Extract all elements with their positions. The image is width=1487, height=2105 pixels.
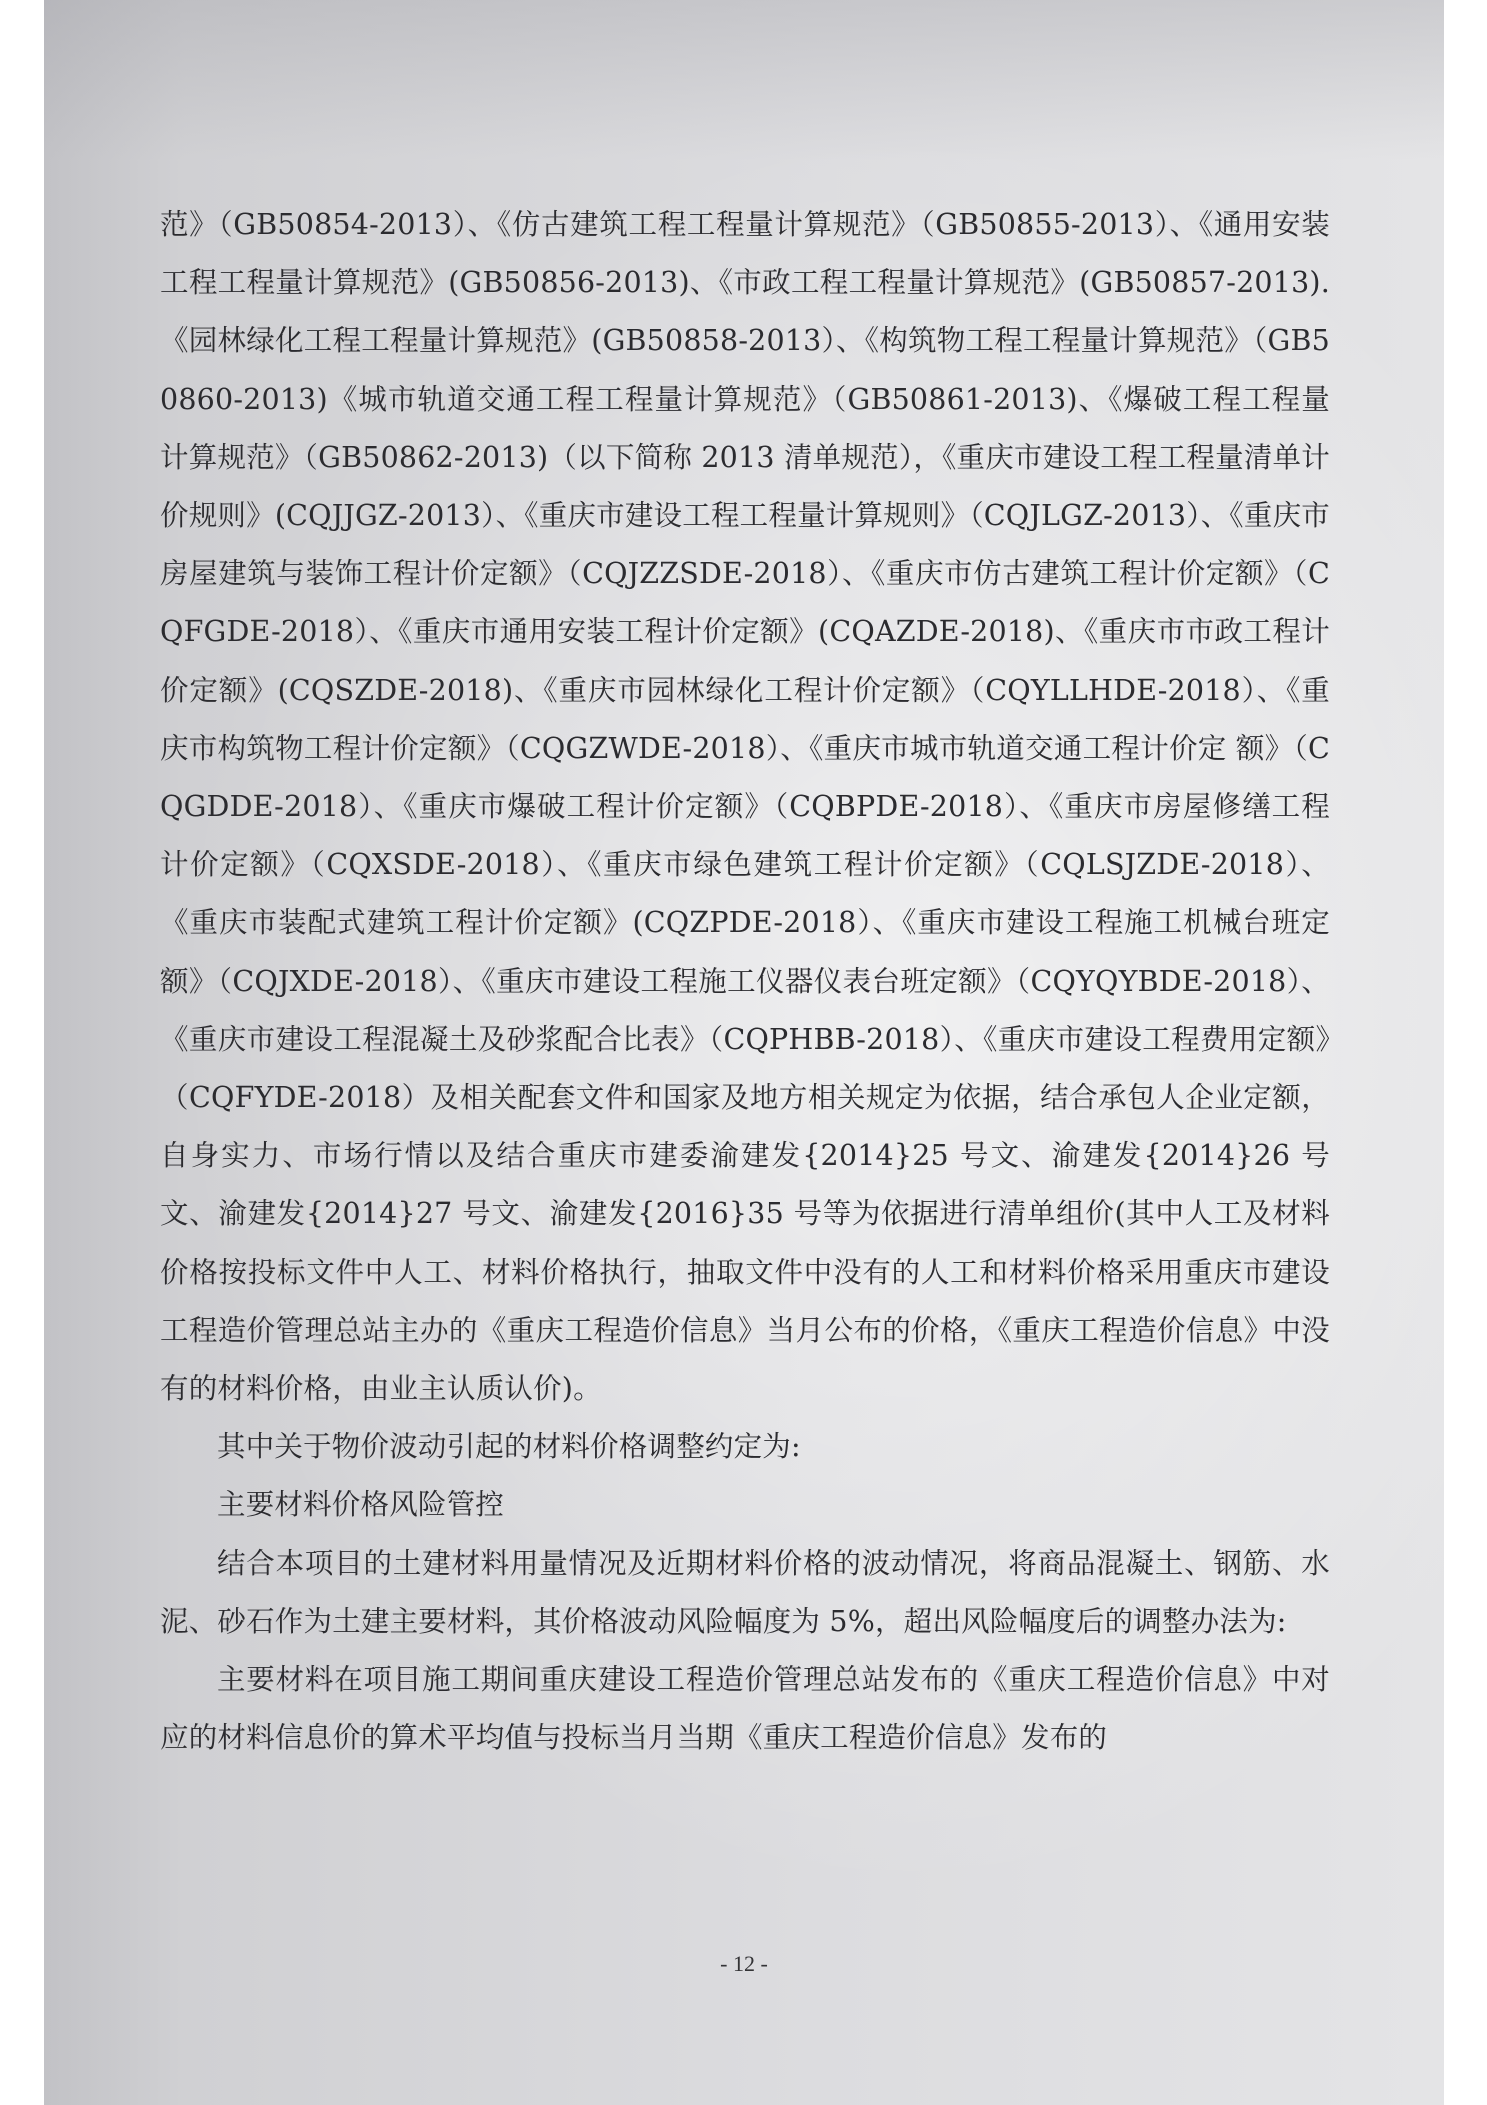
paragraph-info-price: 主要材料在项目施工期间重庆建设工程造价管理总站发布的《重庆工程造价信息》中对应的材料信息价的算术平均值与投标当月当期《重庆工程造价信息》发布的: [160, 1663, 1330, 1755]
paragraph-price-adjustment-intro: 其中关于物价波动引起的材料价格调整约定为:: [217, 1430, 801, 1464]
document-page: [44, 0, 1444, 2105]
paragraph-standards-list: 范》（GB50854-2013）、《仿古建筑工程工程量计算规范》（GB50855-2013）、《通用安装工程工程量计算规范》(GB50856-2013)、《市政工程工程量计算规范》(GB50857-2013).《园林绿化工程工程量计算规范》(GB50858-2013）、《构筑物工程工程量计算规范》（GB50860-2013)《城市轨道交通工程工程量计算规范》（GB50861-2013)、《爆破工程工程量计算规范》（GB50862-2013)（以下简称 2013 清单规范），《重庆市建设工程工程量清单计价规则》(CQJJGZ-2013）、《重庆市建设工程工程量计算规则》（CQJLGZ-2013）、《重庆市房屋建筑与装饰工程计价定额》（CQJZZSDE-2018）、《重庆市仿古建筑工程计价定额》（CQFGDE-2018）、《重庆市通用安装工程计价定额》(CQAZDE-2018)、《重庆市市政工程计价定额》(CQSZDE-2018)、《重庆市园林绿化工程计价定额》（CQYLLHDE-2018）、《重庆市构筑物工程计价定额》（CQGZWDE-2018）、《重庆市城市轨道交通工程计价定 额》（CQGDDE-2018）、《重庆市爆破工程计价定额》（CQBPDE-2018）、《重庆市房屋修缮工程计价定额》（CQXSDE-2018）、《重庆市绿色建筑工程计价定额》（CQLSJZDE-2018）、《重庆市装配式建筑工程计价定额》(CQZPDE-2018）、《重庆市建设工程施工机械台班定额》（CQJXDE-2018）、《重庆市建设工程施工仪器仪表台班定额》（CQYQYBDE-2018）、《重庆市建设工程混凝土及砂浆配合比表》（CQPHBB-2018）、《重庆市建设工程费用定额》（CQFYDE-2018）及相关配套文件和国家及地方相关规定为依据，结合承包人企业定额，自身实力、市场行情以及结合重庆市建委渝建发{2014}25 号文、渝建发{2014}26 号文、渝建发{2014}27 号文、渝建发{2016}35 号等为依据进行清单组价(其中人工及材料价格按投标文件中人工、材料价格执行，抽取文件中没有的人工和材料价格采用重庆市建设工程造价管理总站主办的《重庆工程造价信息》当月公布的价格，《重庆工程造价信息》中没有的材料价格，由业主认质认价)。: [160, 208, 1330, 1406]
paragraph-main-materials: 结合本项目的土建材料用量情况及近期材料价格的波动情况，将商品混凝土、钢筋、水泥、砂石作为土建主要材料，其价格波动风险幅度为 5%，超出风险幅度后的调整办法为:: [160, 1546, 1330, 1638]
paragraph-heading-material-risk: 主要材料价格风险管控: [217, 1488, 505, 1522]
document-body: [160, 196, 1330, 1767]
page-number: - 12 -: [720, 1951, 768, 1976]
